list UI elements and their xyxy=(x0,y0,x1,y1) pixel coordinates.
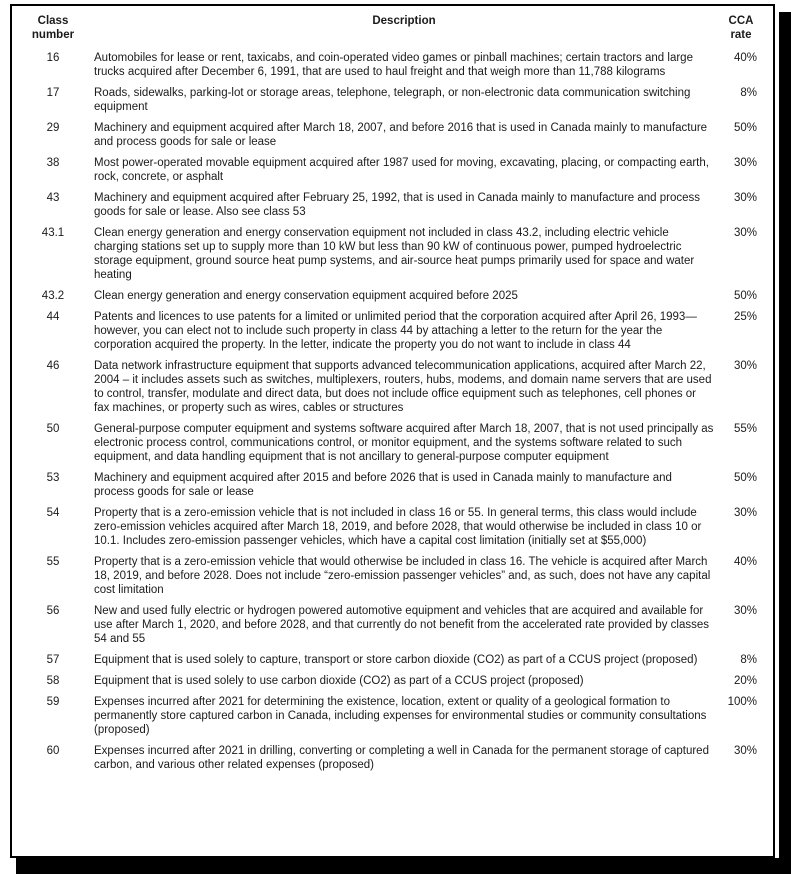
table-row xyxy=(12,653,773,667)
table-row xyxy=(12,695,773,737)
table-row xyxy=(12,310,773,352)
cca-rate-cell: 30% xyxy=(733,192,757,204)
table-row xyxy=(12,744,773,772)
cca-rate-cell: 55% xyxy=(733,423,757,435)
table-header-row xyxy=(12,14,773,42)
description-cell: Roads, sidewalks, parking-lot or storage areas, telephone, telegraph, or non-electronic data communication switching equipment xyxy=(94,87,691,113)
class-number-cell: 43.1 xyxy=(41,227,65,239)
description-cell: Property that is a zero-emission vehicle that is not included in class 16 or 55. In general terms, this class would include zero-emission vehicles acquired after March 18, 2019, and before 2028, that would otherwise be included in class 10 or 10.1. Includes zero-emission passenger vehicles, which have a capital cost limitation (initially set at $55,000) xyxy=(94,507,702,547)
class-number-cell: 29 xyxy=(46,122,60,134)
description-cell: Expenses incurred after 2021 in drilling, converting or completing a well in Canada for the permanent storage of captured carbon, and various other related expenses (proposed) xyxy=(94,745,709,771)
table-row xyxy=(12,121,773,149)
class-number-cell: 43.2 xyxy=(41,290,65,302)
col-header-cca-rate-label: CCA rate xyxy=(728,15,754,41)
table-row xyxy=(12,51,773,79)
description-cell: Property that is a zero-emission vehicle that would otherwise be included in class 16. The vehicle is acquired after March 18, 2019, and before 2028. Does not include “zero-emission passenger vehicles” and, as such, does not have any capital cost limitation xyxy=(94,556,711,596)
cca-rate-cell: 50% xyxy=(733,122,757,134)
cca-rate-cell: 50% xyxy=(733,290,757,302)
cca-rate-cell: 30% xyxy=(733,745,757,757)
class-number-cell: 43 xyxy=(46,192,60,204)
class-number-cell: 50 xyxy=(46,423,60,435)
description-cell: Clean energy generation and energy conservation equipment acquired before 2025 xyxy=(94,290,518,302)
table-row xyxy=(12,226,773,282)
description-cell: Expenses incurred after 2021 for determining the existence, location, extent or quality of a geological formation to permanently store captured carbon in Canada, including expenses for environmental studies or community consultations (proposed) xyxy=(94,696,707,736)
class-number-cell: 59 xyxy=(46,696,60,708)
table-row xyxy=(12,289,773,303)
class-number-cell: 56 xyxy=(46,605,60,617)
table-row xyxy=(12,604,773,646)
description-cell: Machinery and equipment acquired after February 25, 1992, that is used in Canada mainly to manufacture and process goods for sale or lease. Also see class 53 xyxy=(94,192,701,218)
cca-rate-cell: 25% xyxy=(733,311,757,323)
cca-rate-cell: 40% xyxy=(733,556,757,568)
page-frame-shadow-right xyxy=(779,12,791,874)
table-row xyxy=(12,86,773,114)
document-page xyxy=(10,4,775,858)
table-row xyxy=(12,555,773,597)
class-number-cell: 54 xyxy=(46,507,60,519)
cca-rate-cell: 8% xyxy=(740,87,757,99)
page-frame-shadow-bottom xyxy=(16,858,791,874)
col-header-class-number-label: Class number xyxy=(31,15,75,41)
table-row xyxy=(12,471,773,499)
cca-rate-cell: 30% xyxy=(733,157,757,169)
class-number-cell: 17 xyxy=(46,87,60,99)
cca-class-table xyxy=(12,6,773,772)
description-cell: General-purpose computer equipment and systems software acquired after March 18, 2007, that is not used principally as electronic process control, communications control, or monitor equipment, and the systems software related to such equipment, and data handling equipment that is not ancillary to general-purpose computer equipment xyxy=(94,423,714,463)
class-number-cell: 60 xyxy=(46,745,60,757)
class-number-cell: 44 xyxy=(46,311,60,323)
cca-rate-cell: 30% xyxy=(733,605,757,617)
table-row xyxy=(12,422,773,464)
class-number-cell: 55 xyxy=(46,556,60,568)
description-cell: Data network infrastructure equipment that supports advanced telecommunication applications, acquired after March 22, 2004 – it includes assets such as switches, multiplexers, routers, hubs, modems, and domain name servers that are used to control, transfer, modulate and direct data, but does not include office equipment such as telephones, cell phones or fax machines, or property such as wires, cables or structures xyxy=(94,360,712,414)
class-number-cell: 53 xyxy=(46,472,60,484)
table-row xyxy=(12,156,773,184)
description-cell: Clean energy generation and energy conservation equipment not included in class 43.2, including electric vehicle charging stations set up to supply more than 10 kW but less than 90 kW of continuous power, pumped hydroelectric storage equipment, ground source heat pump systems, and air-source heat pumps primarily used for space and water heating xyxy=(94,227,695,281)
class-number-cell: 58 xyxy=(46,675,60,687)
class-number-cell: 16 xyxy=(46,52,60,64)
description-cell: Patents and licences to use patents for a limited or unlimited period that the corporation acquired after April 26, 1993—however, you can elect not to include such property in class 44 by attaching a letter to the return for the year the corporation acquired the property. In the letter, indicate the property you do not want to include in class 44 xyxy=(94,311,697,351)
description-cell: Most power-operated movable equipment acquired after 1987 used for moving, excavating, placing, or compacting earth, rock, concrete, or asphalt xyxy=(94,157,709,183)
cca-rate-cell: 100% xyxy=(727,696,757,708)
col-header-class-number xyxy=(12,14,94,42)
description-cell: Equipment that is used solely to capture, transport or store carbon dioxide (CO2) as part of a CCUS project (proposed) xyxy=(94,654,698,666)
cca-rate-cell: 50% xyxy=(733,472,757,484)
description-cell: Machinery and equipment acquired after March 18, 2007, and before 2016 that is used in Canada mainly to manufacture and process goods for sale or lease xyxy=(94,122,708,148)
description-cell: Equipment that is used solely to use carbon dioxide (CO2) as part of a CCUS project (proposed) xyxy=(94,675,584,687)
cca-rate-cell: 30% xyxy=(733,360,757,372)
description-cell: New and used fully electric or hydrogen powered automotive equipment and vehicles that are acquired and available for use after March 1, 2020, and before 2028, and that currently do not benefit from the accelerated rate provided by classes 54 and 55 xyxy=(94,605,709,645)
table-body xyxy=(12,51,773,772)
table-row xyxy=(12,506,773,548)
class-number-cell: 46 xyxy=(46,360,60,372)
table-row xyxy=(12,191,773,219)
col-header-cca-rate xyxy=(724,14,773,42)
class-number-cell: 57 xyxy=(46,654,60,666)
description-cell: Automobiles for lease or rent, taxicabs, and coin-operated video games or pinball machines; certain tractors and large trucks acquired after December 6, 1991, that are used to haul freight and that weigh more than 11,788 kilograms xyxy=(94,52,693,78)
cca-rate-cell: 30% xyxy=(733,227,757,239)
col-header-description xyxy=(94,14,724,28)
cca-rate-cell: 20% xyxy=(733,675,757,687)
cca-rate-cell: 40% xyxy=(733,52,757,64)
description-cell: Machinery and equipment acquired after 2015 and before 2026 that is used in Canada mainly to manufacture and process goods for sale or lease xyxy=(94,472,672,498)
class-number-cell: 38 xyxy=(46,157,60,169)
table-row xyxy=(12,674,773,688)
cca-rate-cell: 30% xyxy=(733,507,757,519)
col-header-description-label: Description xyxy=(372,15,436,27)
cca-rate-cell: 8% xyxy=(740,654,757,666)
table-row xyxy=(12,359,773,415)
